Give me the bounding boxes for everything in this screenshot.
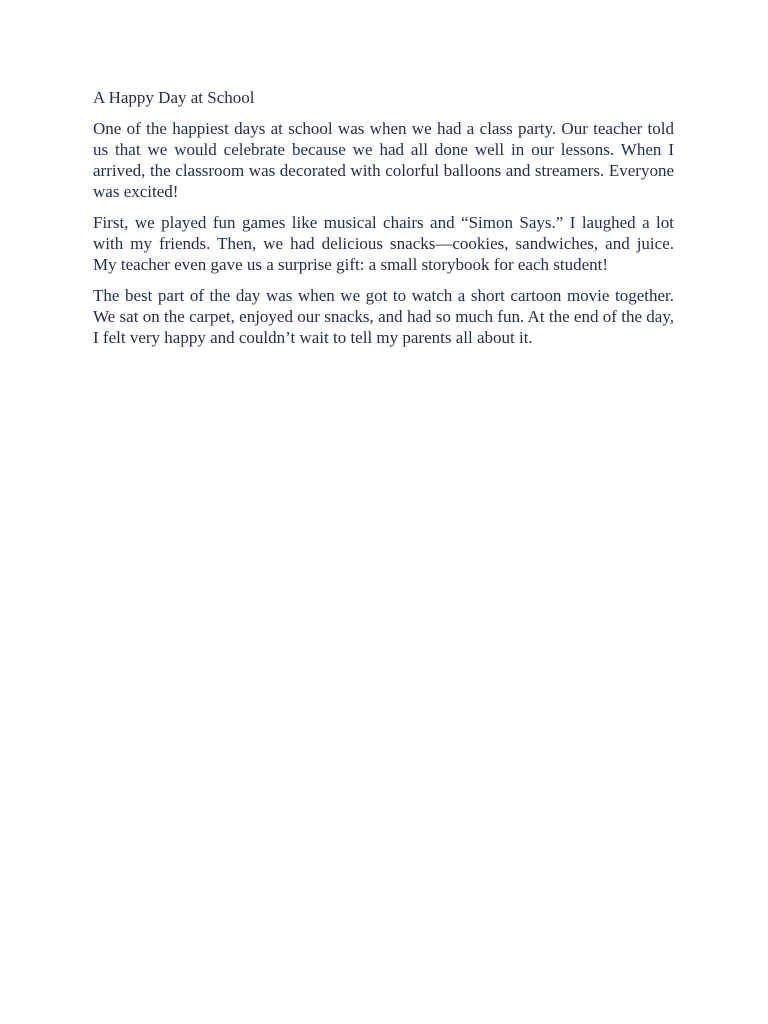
paragraph-3: The best part of the day was when we got to watch a short cartoon movie together. We sat on the carpet, enjoyed our snacks, and had so much fun. At the end of the day, I felt very happy and couldn’t wait to tell my parents all about it. [93, 286, 674, 347]
paragraph-1: One of the happiest days at school was when we had a class party. Our teacher told us that we would celebrate because we had all done well in our lessons. When I arrived, the classroom was decorated with colorful balloons and streamers. Everyone was excited! [93, 119, 674, 201]
paragraph-2: First, we played fun games like musical chairs and “Simon Says.” I laughed a lot with my friends. Then, we had delicious snacks—cookies, sandwiches, and juice. My teacher even gave us a surprise gift: a small storybook for each student! [93, 213, 674, 274]
document-title: A Happy Day at School [93, 88, 255, 107]
document-body [93, 87, 674, 358]
